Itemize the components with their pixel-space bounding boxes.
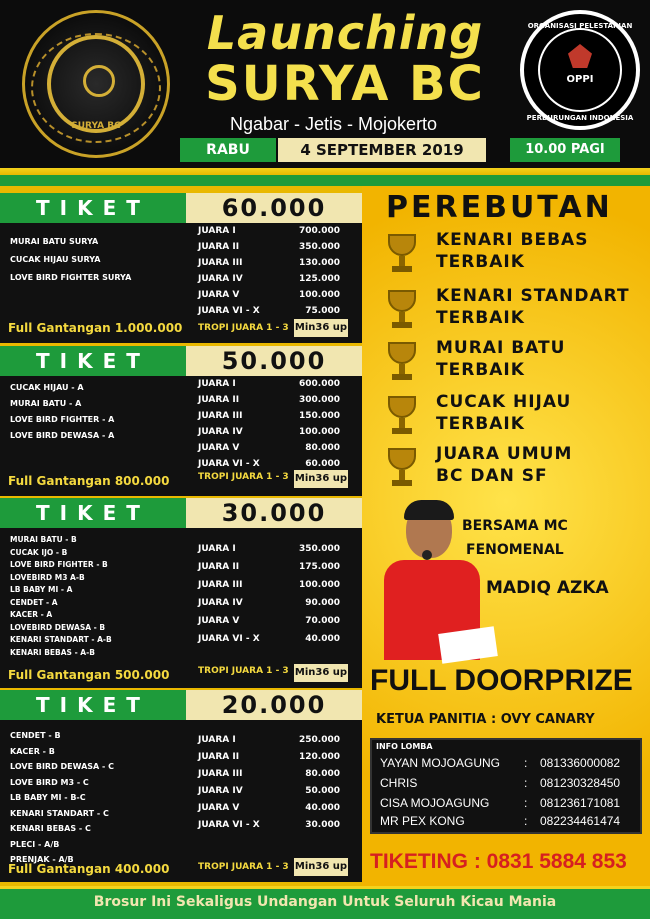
class-item: LOVEBIRD DEWASA - B <box>10 622 106 632</box>
footer-text: Brosur Ini Sekaligus Undangan Untuk Seluruh Kicau Mania <box>93 894 557 910</box>
min-badge: Min36 up <box>294 470 348 488</box>
surya-bc-logo <box>22 10 170 158</box>
ticket-price: 50.000 <box>186 346 362 376</box>
prize-rank: JUARA IV <box>198 427 243 437</box>
prize-row <box>198 800 340 817</box>
prize-rank: JUARA II <box>198 562 240 572</box>
full-gantangan: Full Gantangan 500.000 <box>8 668 170 682</box>
microphone-icon <box>422 550 432 560</box>
info-lomba-box <box>370 738 642 834</box>
contact-row: CISA MOJOAGUNG : 081236171081 <box>380 796 621 810</box>
mc-line2: FENOMENAL <box>466 542 564 558</box>
class-list <box>10 534 190 659</box>
mc-name: MADIQ AZKA <box>486 578 609 598</box>
prize-amount: 350.000 <box>299 544 340 554</box>
prize-amount: 50.000 <box>305 786 340 796</box>
class-item: CUCAK IJO - B <box>10 547 68 557</box>
prize-row <box>198 732 340 749</box>
class-item: KENARI BEBAS - A-B <box>10 647 95 657</box>
prize-amount: 30.000 <box>305 820 340 830</box>
prize-list <box>198 376 340 472</box>
prize-rank: JUARA VI - X <box>198 634 260 644</box>
info-title: INFO LOMBA <box>376 742 433 751</box>
ticket-20000 <box>0 690 362 882</box>
title-surya-bc: SURYA BC <box>205 56 485 112</box>
prize-row <box>198 376 340 392</box>
prize-row <box>198 255 340 271</box>
prize-list <box>198 540 340 648</box>
prize-rank: JUARA V <box>198 616 240 626</box>
prize-rank: JUARA I <box>198 379 236 389</box>
ticket-label: TIKET <box>0 690 186 720</box>
award-item <box>378 336 648 388</box>
ticket-label: TIKET <box>0 346 186 376</box>
prize-rank: JUARA V <box>198 443 240 453</box>
class-item: LOVE BIRD M3 - C <box>10 777 89 787</box>
class-item: KACER - A <box>10 610 53 619</box>
prize-rank: JUARA VI - X <box>198 306 260 316</box>
prize-row <box>198 271 340 287</box>
class-item: LB BABY MI - A <box>10 585 73 594</box>
award-line1: JUARA UMUM <box>436 444 573 464</box>
time-badge: 10.00 PAGI <box>510 138 620 162</box>
award-line2: TERBAIK <box>436 308 525 328</box>
oppi-logo <box>520 10 640 130</box>
prize-amount: 100.000 <box>299 427 340 437</box>
prize-rank: JUARA II <box>198 242 240 252</box>
prize-rank: JUARA III <box>198 411 243 421</box>
class-item: CENDET - A <box>10 597 58 607</box>
prize-row <box>198 783 340 800</box>
ticket-header <box>0 690 362 720</box>
prize-amount: 350.000 <box>299 242 340 252</box>
tropi-text: TROPI JUARA 1 - 3 <box>198 323 289 333</box>
ketua-panitia: KETUA PANITIA : OVY CANARY <box>376 712 595 727</box>
prize-amount: 100.000 <box>299 580 340 590</box>
ticket-60000 <box>0 193 362 343</box>
tropi-text: TROPI JUARA 1 - 3 <box>198 666 289 676</box>
prize-amount: 80.000 <box>305 769 340 779</box>
award-line2: TERBAIK <box>436 414 525 434</box>
prize-amount: 75.000 <box>305 306 340 316</box>
prize-amount: 150.000 <box>299 411 340 421</box>
perebutan-title: PEREBUTAN <box>386 190 613 225</box>
day-badge: RABU <box>180 138 276 162</box>
ticket-price: 20.000 <box>186 690 362 720</box>
award-line2: BC DAN SF <box>436 466 548 486</box>
ticket-label: TIKET <box>0 498 186 528</box>
class-item: LB BABY MI - B-C <box>10 793 86 802</box>
prize-amount: 125.000 <box>299 274 340 284</box>
prize-rank: JUARA II <box>198 752 240 762</box>
prize-rank: JUARA IV <box>198 274 243 284</box>
award-item <box>378 228 648 280</box>
mc-line1: BERSAMA MC <box>462 518 568 534</box>
prize-row <box>198 223 340 239</box>
full-gantangan: Full Gantangan 800.000 <box>8 474 170 488</box>
class-item: MURAI BATU - A <box>10 399 82 408</box>
class-list <box>10 233 190 287</box>
oppi-ring-icon <box>538 28 622 112</box>
prize-row <box>198 766 340 783</box>
class-list <box>10 380 190 444</box>
trophy-icon <box>382 288 422 330</box>
class-item: KENARI BEBAS - C <box>10 824 91 833</box>
mc-hair <box>404 500 454 520</box>
ticket-50000 <box>0 346 362 496</box>
min-badge: Min36 up <box>294 319 348 337</box>
prize-row <box>198 817 340 834</box>
logo-left-text: SURYA BC <box>71 121 121 131</box>
class-item: LOVE BIRD FIGHTER - A <box>10 415 115 424</box>
award-line2: TERBAIK <box>436 252 525 272</box>
prize-row <box>198 303 340 319</box>
prize-amount: 40.000 <box>305 634 340 644</box>
award-line2: TERBAIK <box>436 360 525 380</box>
contact-name: YAYAN MOJOAGUNG <box>380 756 501 770</box>
contact-name: CISA MOJOAGUNG <box>380 796 490 810</box>
title-launching: Launching <box>206 6 484 60</box>
oppi-bottom-text: PERBURUNGAN INDONESIA <box>526 114 634 122</box>
trophy-icon <box>382 340 422 382</box>
prize-rank: JUARA IV <box>198 786 243 796</box>
prize-list <box>198 223 340 319</box>
prize-row <box>198 287 340 303</box>
contact-phone[interactable]: 082234461474 <box>540 814 621 828</box>
prize-rank: JUARA III <box>198 769 243 779</box>
class-item: LOVE BIRD DEWASA - C <box>10 762 114 771</box>
prize-amount: 120.000 <box>299 752 340 762</box>
date-badge: 4 SEPTEMBER 2019 <box>278 138 486 162</box>
prize-row <box>198 392 340 408</box>
class-item: LOVEBIRD M3 A-B <box>10 572 85 582</box>
min-badge: Min36 up <box>294 664 348 682</box>
contact-name: CHRIS <box>380 776 418 790</box>
class-item: LOVE BIRD FIGHTER SURYA <box>10 273 132 282</box>
trophy-icon <box>382 446 422 488</box>
prize-rank: JUARA I <box>198 226 236 236</box>
award-item <box>378 284 648 336</box>
class-item: MURAI BATU - B <box>10 535 77 544</box>
contact-phone[interactable]: 081336000082 <box>540 756 621 770</box>
award-item <box>378 442 648 494</box>
prize-row <box>198 576 340 594</box>
sun-icon <box>83 65 115 97</box>
ticket-header <box>0 346 362 376</box>
prize-row <box>198 440 340 456</box>
class-list <box>10 728 190 868</box>
prize-row <box>198 424 340 440</box>
prize-rank: JUARA IV <box>198 598 243 608</box>
prize-row <box>198 630 340 648</box>
contact-phone[interactable]: 081236171081 <box>540 796 621 810</box>
footer <box>0 886 650 919</box>
prize-amount: 700.000 <box>299 226 340 236</box>
contact-row: CHRIS : 081230328450 <box>380 776 621 790</box>
tropi-text: TROPI JUARA 1 - 3 <box>198 862 289 872</box>
award-line1: CUCAK HIJAU <box>436 392 572 412</box>
full-gantangan: Full Gantangan 1.000.000 <box>8 321 183 335</box>
header-stripe <box>0 168 650 186</box>
prize-rank: JUARA I <box>198 735 236 745</box>
contact-row: YAYAN MOJOAGUNG : 081336000082 <box>380 756 621 770</box>
prize-rank: JUARA III <box>198 580 243 590</box>
prize-row <box>198 594 340 612</box>
tropi-text: TROPI JUARA 1 - 3 <box>198 472 289 482</box>
class-item: MURAI BATU SURYA <box>10 237 99 246</box>
prize-list <box>198 732 340 834</box>
award-item <box>378 390 648 442</box>
award-line1: KENARI BEBAS <box>436 230 589 250</box>
class-item: CENDET - B <box>10 731 61 740</box>
prize-rank: JUARA I <box>198 544 236 554</box>
prize-rank: JUARA V <box>198 803 240 813</box>
class-item: KENARI STANDART - A-B <box>10 635 112 644</box>
prize-amount: 100.000 <box>299 290 340 300</box>
prize-amount: 90.000 <box>305 598 340 608</box>
trophy-icon <box>382 232 422 274</box>
ticket-30000 <box>0 498 362 688</box>
class-item: KACER - B <box>10 746 55 756</box>
prize-row <box>198 612 340 630</box>
prize-rank: JUARA VI - X <box>198 820 260 830</box>
prize-amount: 250.000 <box>299 735 340 745</box>
ticket-price: 60.000 <box>186 193 362 223</box>
class-item: CUCAK HIJAU SURYA <box>10 255 101 264</box>
trophy-icon <box>382 394 422 436</box>
award-line1: MURAI BATU <box>436 338 566 358</box>
location: Ngabar - Jetis - Mojokerto <box>230 114 438 134</box>
award-line1: KENARI STANDART <box>436 286 630 306</box>
min-badge: Min36 up <box>294 858 348 876</box>
contact-phone[interactable]: 081230328450 <box>540 776 621 790</box>
prize-row <box>198 558 340 576</box>
header <box>0 0 650 168</box>
prize-row <box>198 239 340 255</box>
tiketing-phone[interactable]: TIKETING : 0831 5884 853 <box>370 850 627 873</box>
prize-amount: 80.000 <box>305 443 340 453</box>
class-item: KENARI STANDART - C <box>10 808 109 818</box>
prize-rank: JUARA III <box>198 258 243 268</box>
prize-row <box>198 749 340 766</box>
prize-amount: 175.000 <box>299 562 340 572</box>
contact-name: MR PEX KONG <box>380 814 465 828</box>
class-item: PRENJAK - A/B <box>10 855 74 864</box>
prize-amount: 60.000 <box>305 459 340 469</box>
prize-row <box>198 408 340 424</box>
class-item: CUCAK HIJAU - A <box>10 383 84 392</box>
ticket-header <box>0 193 362 223</box>
prize-rank: JUARA VI - X <box>198 459 260 469</box>
class-item: PLECI - A/B <box>10 839 60 849</box>
full-gantangan: Full Gantangan 400.000 <box>8 862 170 876</box>
prize-rank: JUARA V <box>198 290 240 300</box>
prize-amount: 600.000 <box>299 379 340 389</box>
oppi-mid-text: OPPI <box>566 74 594 85</box>
prize-amount: 130.000 <box>299 258 340 268</box>
contact-row: MR PEX KONG : 082234461474 <box>380 814 621 828</box>
ticket-label: TIKET <box>0 193 186 223</box>
oppi-top-text: ORGANISASI PELESTARIAN <box>527 22 633 30</box>
prize-amount: 70.000 <box>305 616 340 626</box>
prize-row <box>198 540 340 558</box>
doorprize-title: FULL DOORPRIZE <box>370 664 633 697</box>
prize-amount: 300.000 <box>299 395 340 405</box>
class-item: LOVE BIRD FIGHTER - B <box>10 560 108 569</box>
prize-amount: 40.000 <box>305 803 340 813</box>
prize-rank: JUARA II <box>198 395 240 405</box>
class-item: LOVE BIRD DEWASA - A <box>10 431 115 440</box>
ticket-price: 30.000 <box>186 498 362 528</box>
ticket-header <box>0 498 362 528</box>
